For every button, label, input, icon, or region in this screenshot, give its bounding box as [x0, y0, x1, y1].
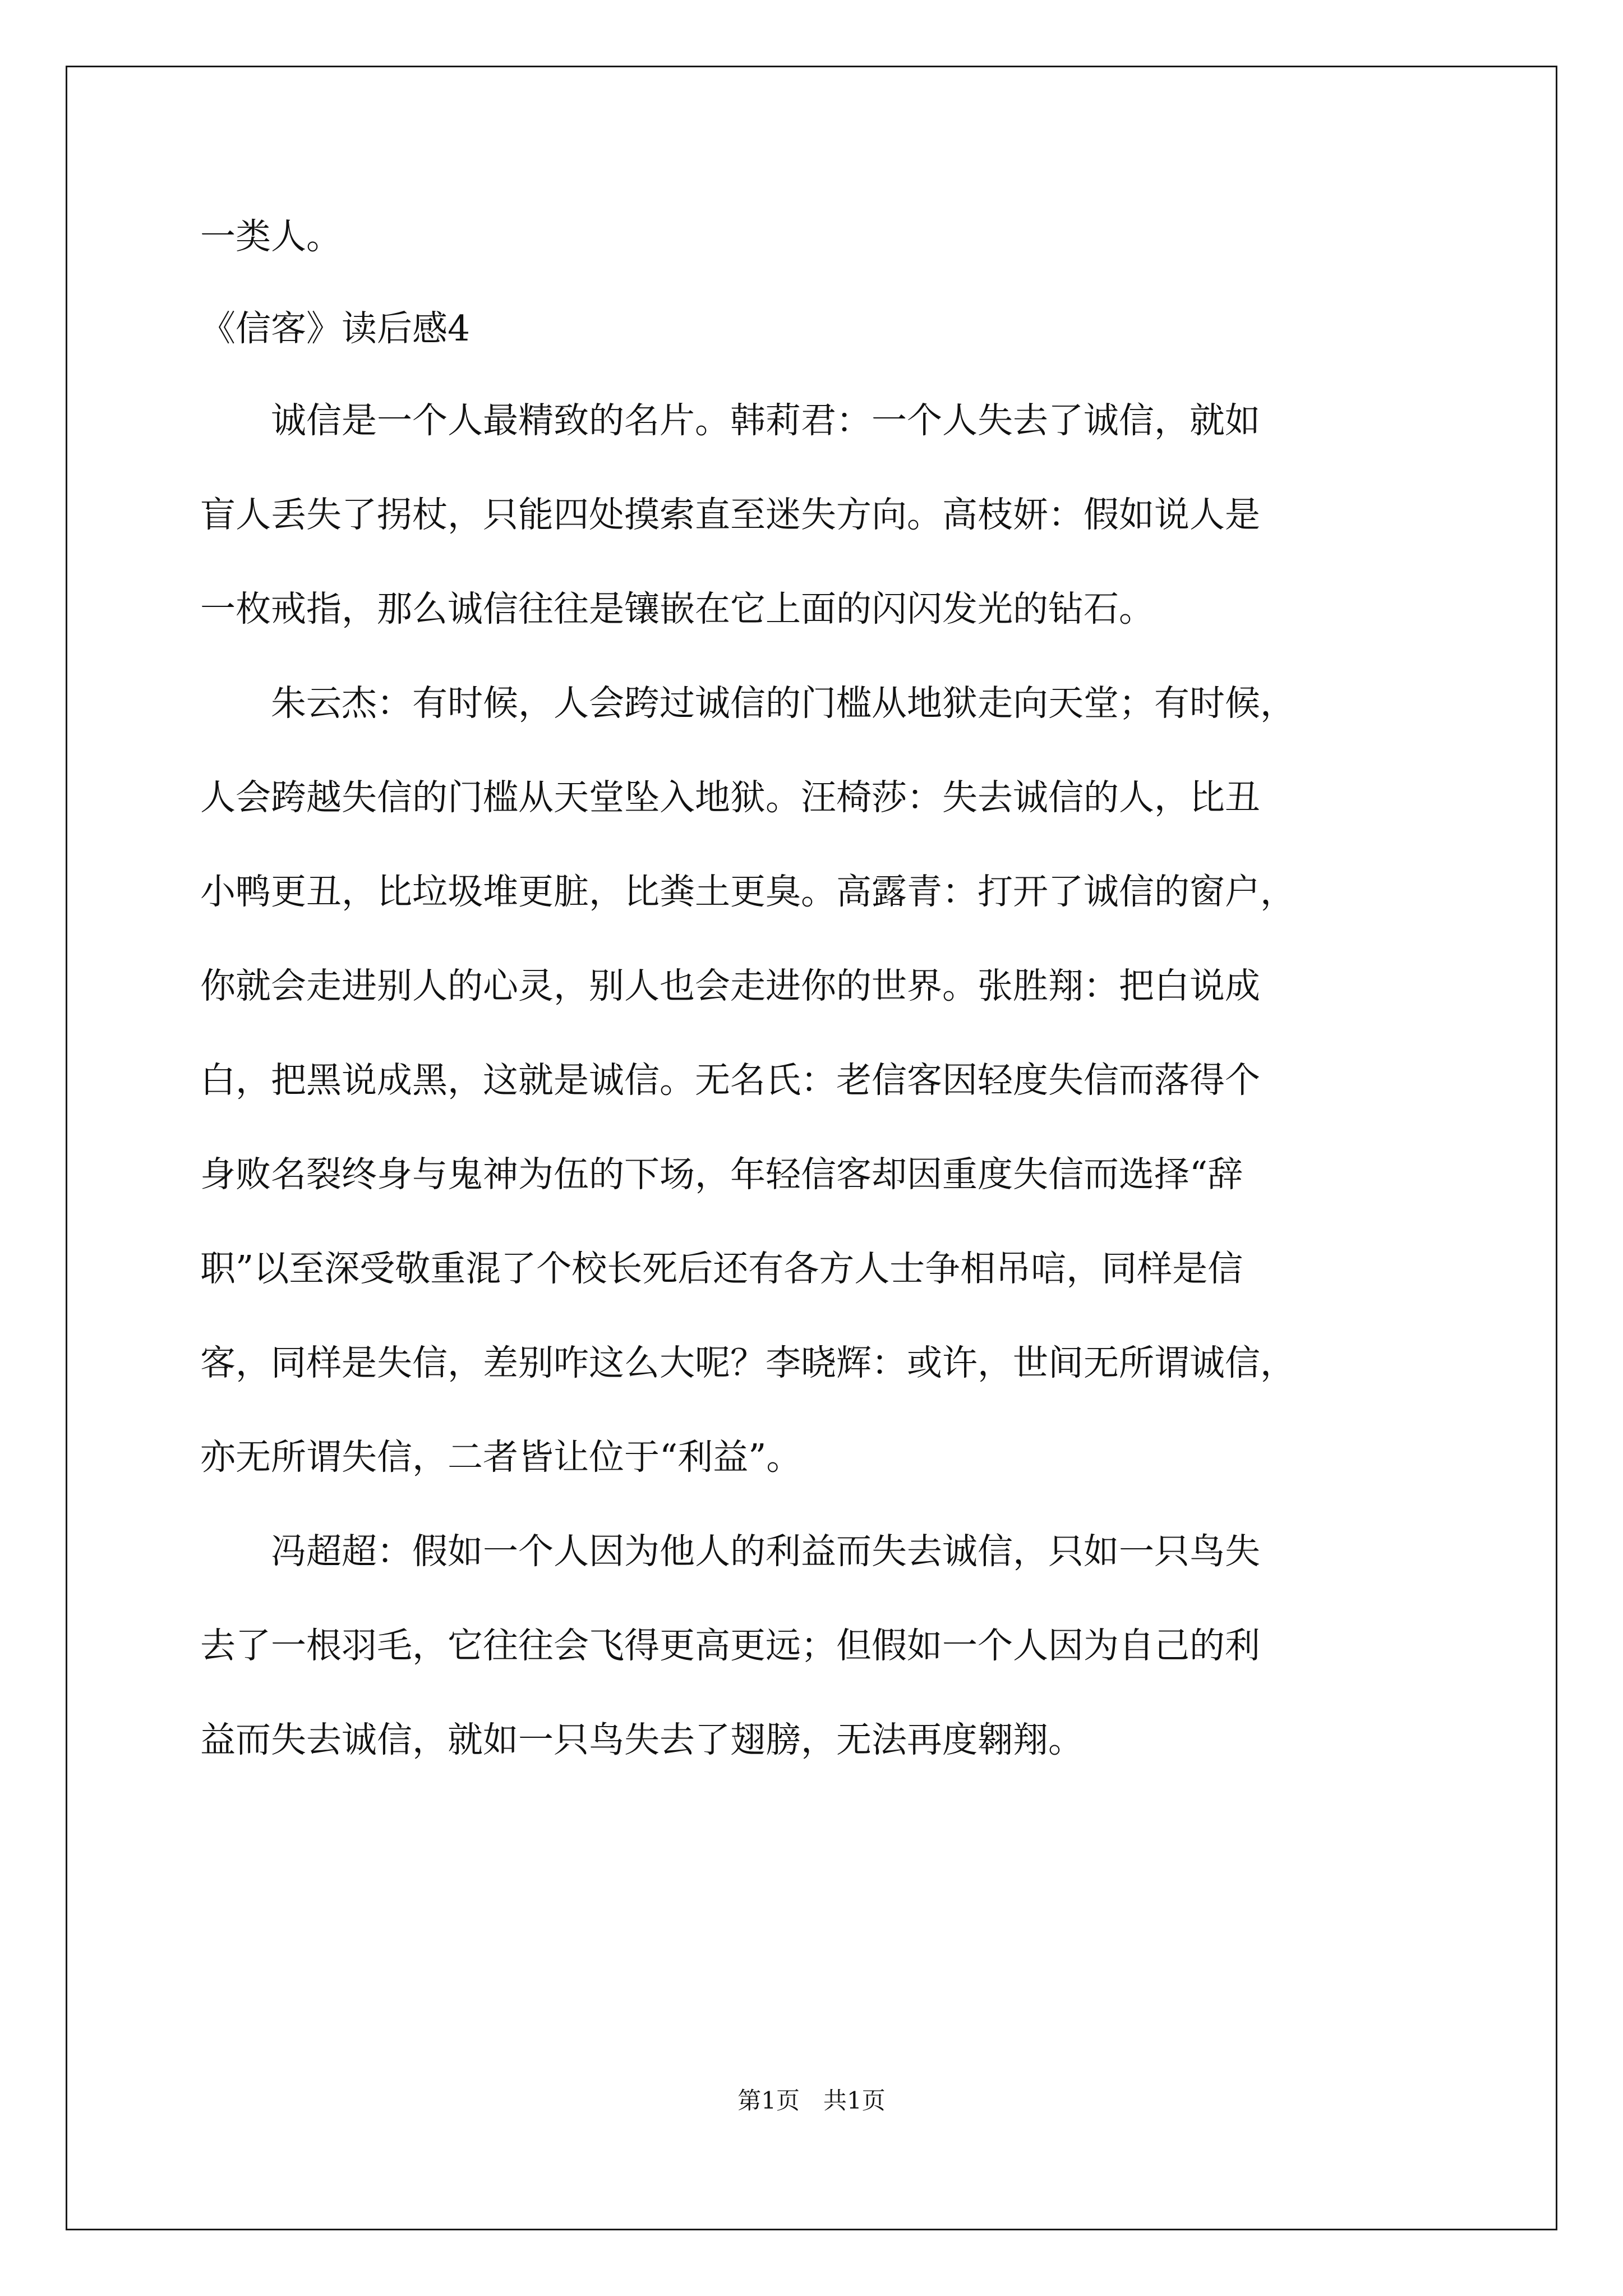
spacer: [200, 633, 1434, 680]
text-line: 小鸭更丑，比垃圾堆更脏，比粪土更臭。高露青：打开了诚信的窗户，: [200, 871, 1295, 912]
text-line: 冯超超：假如一个人因为他人的利益而失去诚信，只如一只鸟失: [200, 1531, 1260, 1572]
spacer: [200, 1481, 1434, 1528]
page-footer: 第1页 共1页: [737, 2087, 886, 2114]
text-line: 诚信是一个人最精致的名片。韩莉君：一个人失去了诚信，就如: [200, 400, 1260, 441]
spacer: [200, 352, 1434, 397]
text-line: 一类人。: [200, 216, 342, 257]
text-line: 去了一根羽毛，它往往会飞得更高更远；但假如一个人因为自己的利: [200, 1625, 1260, 1666]
text-line: 人会跨越失信的门槛从天堂坠入地狱。汪椅莎：失去诚信的人，比丑: [200, 777, 1260, 818]
text-line: 客，同样是失信，差别咋这么大呢？李晓辉：或许，世间无所谓诚信，: [200, 1342, 1295, 1383]
document-body: [200, 213, 1434, 1764]
paragraph: [200, 397, 1434, 633]
spacer: [200, 260, 1434, 305]
paragraph: [200, 680, 1434, 1481]
text-line: 白，把黑说成黑，这就是诚信。无名氏：老信客因轻度失信而落得个: [200, 1060, 1260, 1101]
text-line: 盲人丢失了拐杖，只能四处摸索直至迷失方向。高枝妍：假如说人是: [200, 494, 1260, 535]
text-line: 职”以至深受敬重混了个校长死后还有各方人士争相吊唁，同样是信: [200, 1248, 1243, 1289]
section-heading: 《信客》读后感4: [200, 308, 471, 349]
text-line: 一枚戒指，那么诚信往往是镶嵌在它上面的闪闪发光的钻石。: [200, 588, 1154, 629]
text-line: 身败名裂终身与鬼神为伍的下场，年轻信客却因重度失信而选择“辞: [200, 1154, 1243, 1195]
text-line: 亦无所谓失信，二者皆让位于“利益”。: [200, 1437, 802, 1478]
text-line: 你就会走进别人的心灵，别人也会走进你的世界。张胜翔：把白说成: [200, 965, 1260, 1006]
text-line: 益而失去诚信，就如一只鸟失去了翅膀，无法再度翱翔。: [200, 1719, 1083, 1760]
paragraph: [200, 1528, 1434, 1764]
text-line: 朱云杰：有时候，人会跨过诚信的门槛从地狱走向天堂；有时候，: [200, 683, 1295, 724]
